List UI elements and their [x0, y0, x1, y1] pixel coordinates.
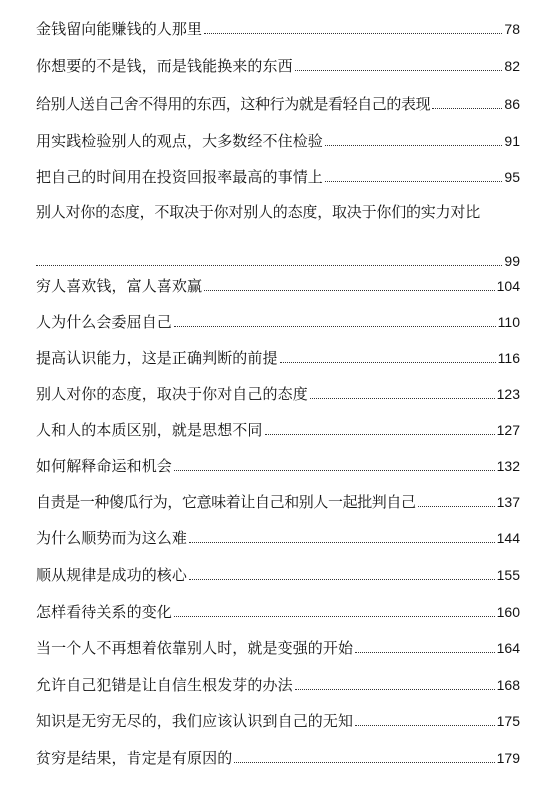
toc-entry-title: 为什么顺势而为这么难 — [36, 529, 188, 547]
dot-leader — [310, 398, 495, 399]
toc-entry[interactable] — [36, 310, 520, 332]
toc-entry[interactable] — [36, 129, 520, 151]
toc-entry[interactable] — [36, 382, 520, 404]
toc-entry-title: 允许自己犯错是让自信生根发芽的办法 — [36, 676, 293, 694]
dot-leader — [325, 145, 503, 146]
toc-entry-page: 110 — [497, 314, 520, 330]
toc-entry[interactable] — [36, 526, 520, 548]
toc-entry-page: 144 — [496, 530, 520, 546]
toc-entry-title: 别人对你的态度，取决于你对自己的态度 — [36, 385, 308, 403]
toc-entry-page: 127 — [496, 422, 520, 438]
toc-entry[interactable] — [36, 17, 520, 39]
dot-leader — [36, 265, 502, 266]
toc-entry-page: 82 — [504, 58, 520, 74]
toc-entry[interactable] — [36, 746, 520, 768]
dot-leader — [234, 762, 494, 763]
toc-entry[interactable] — [36, 636, 520, 658]
toc-entry-title: 怎样看待关系的变化 — [36, 603, 172, 621]
toc-entry-page: 95 — [504, 169, 520, 185]
dot-leader — [325, 181, 503, 182]
toc-entry[interactable] — [36, 54, 520, 76]
toc-entry-title: 如何解释命运和机会 — [36, 457, 172, 475]
toc-entry-page: 155 — [496, 567, 520, 583]
dot-leader — [295, 689, 495, 690]
toc-entry-title: 当一个人不再想着依靠别人时，就是变强的开始 — [36, 639, 354, 657]
toc-entry-page: 179 — [496, 750, 520, 766]
dot-leader — [204, 290, 495, 291]
toc-entry-page: 116 — [497, 350, 520, 366]
toc-entry-title: 你想要的不是钱，而是钱能换来的东西 — [36, 57, 293, 75]
toc-entry[interactable] — [36, 673, 520, 695]
toc-entry[interactable] — [36, 92, 520, 114]
toc-entry[interactable] — [36, 563, 520, 585]
dot-leader — [355, 652, 495, 653]
dot-leader — [189, 542, 495, 543]
toc-entry-page: 168 — [496, 677, 520, 693]
toc-entry-page: 86 — [504, 96, 520, 112]
dot-leader — [432, 108, 502, 109]
toc-entry-page: 91 — [504, 133, 520, 149]
toc-entry-title: 人和人的本质区别，就是思想不同 — [36, 421, 263, 439]
dot-leader — [174, 470, 495, 471]
toc-entry-title: 自责是一种傻瓜行为，它意味着让自己和别人一起批判自己 — [36, 493, 416, 511]
toc-entry-title: 贫穷是结果，肯定是有原因的 — [36, 749, 233, 767]
toc-entry-title: 别人对你的态度，不取决于你对别人的态度，取决于你们的实力对比 — [36, 203, 481, 221]
toc-entry-title: 金钱留向能赚钱的人那里 — [36, 20, 203, 38]
toc-entry[interactable] — [36, 709, 520, 731]
toc-entry[interactable] — [36, 600, 520, 622]
toc-entry[interactable] — [36, 165, 520, 187]
toc-entry[interactable] — [36, 201, 520, 271]
dot-leader — [265, 434, 495, 435]
toc-entry[interactable] — [36, 274, 520, 296]
dot-leader — [174, 326, 496, 327]
toc-entry-title: 顺从规律是成功的核心 — [36, 566, 188, 584]
toc-entry-title: 把自己的时间用在投资回报率最高的事情上 — [36, 168, 323, 186]
toc-entry-title: 人为什么会委屈自己 — [36, 313, 172, 331]
toc-entry-page: 123 — [496, 386, 520, 402]
toc-entry-page: 78 — [504, 21, 520, 37]
toc-entry-title: 提高认识能力，这是正确判断的前提 — [36, 349, 278, 367]
dot-leader — [280, 362, 496, 363]
toc-entry-page: 160 — [496, 604, 520, 620]
dot-leader — [295, 70, 503, 71]
toc-entry-title: 给别人送自己舍不得用的东西，这种行为就是看轻自己的表现 — [36, 95, 431, 113]
dot-leader — [418, 506, 495, 507]
toc-entry-page: 137 — [496, 494, 520, 510]
toc-entry-page: 175 — [496, 713, 520, 729]
toc-entry-page: 104 — [496, 278, 520, 294]
toc-entry-title: 穷人喜欢钱，富人喜欢赢 — [36, 277, 203, 295]
toc-entry[interactable] — [36, 490, 520, 512]
toc-entry[interactable] — [36, 418, 520, 440]
toc-entry[interactable] — [36, 346, 520, 368]
dot-leader — [189, 579, 495, 580]
toc-entry-title: 用实践检验别人的观点，大多数经不住检验 — [36, 132, 323, 150]
dot-leader — [204, 33, 502, 34]
toc-entry-title: 知识是无穷无尽的，我们应该认识到自己的无知 — [36, 712, 354, 730]
dot-leader — [174, 616, 495, 617]
toc-entry-page: 164 — [496, 640, 520, 656]
toc-entry-page: 99 — [504, 253, 520, 269]
dot-leader — [355, 725, 495, 726]
toc-entry-page: 132 — [496, 458, 520, 474]
toc-entry[interactable] — [36, 454, 520, 476]
